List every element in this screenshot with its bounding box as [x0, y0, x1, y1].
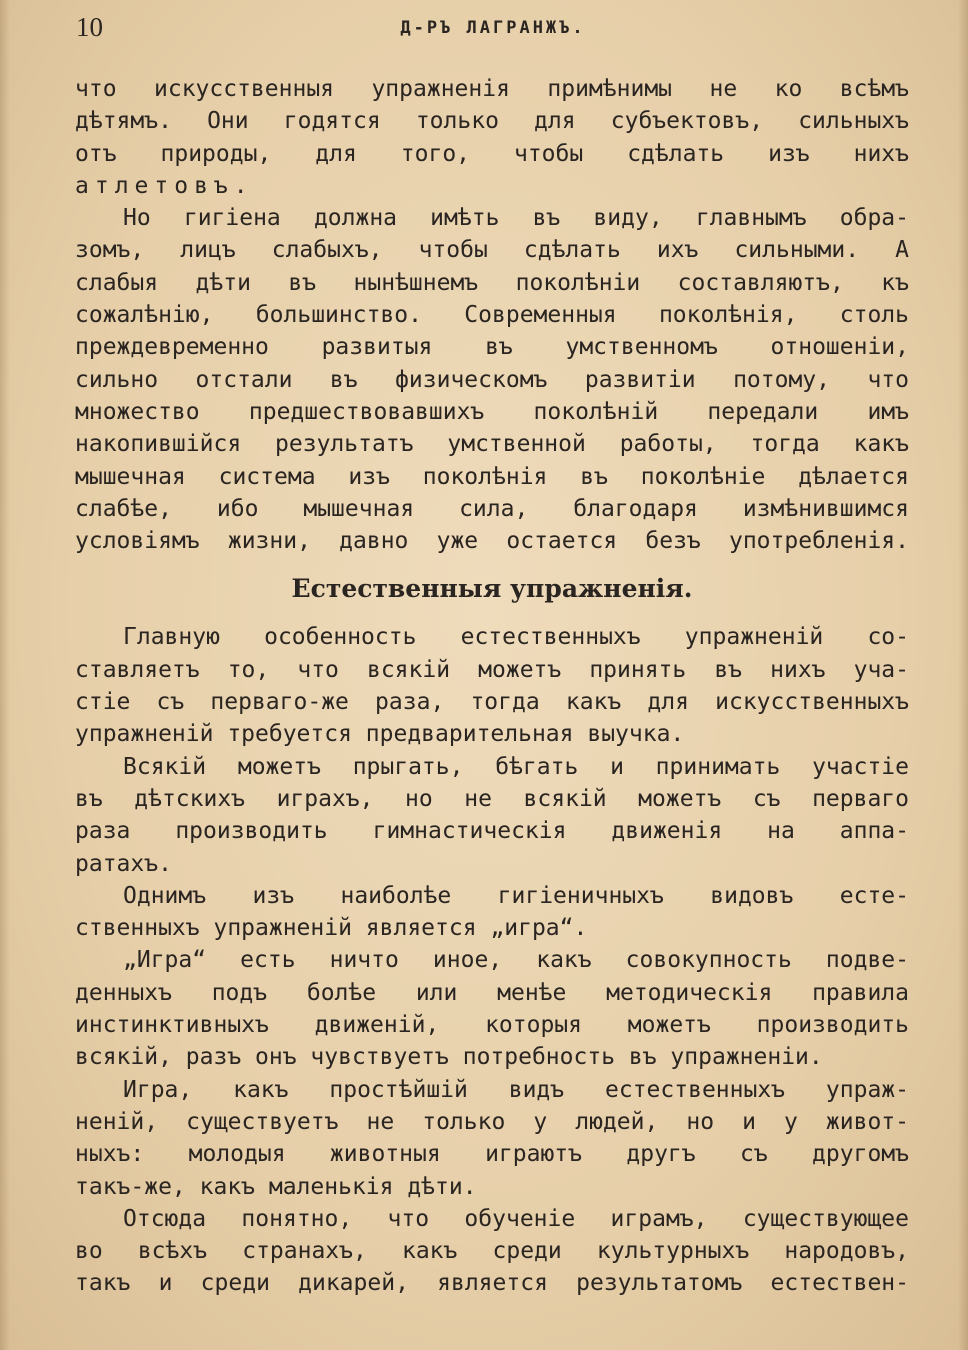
text-line: слабыя дѣти въ нынѣшнемъ поколѣніи составляютъ, къ [75, 269, 909, 296]
text-line: атлетовъ. [75, 172, 254, 199]
text-line: Главную особенность естественныхъ упражненій со- [123, 624, 909, 651]
text-line: инстинктивныхъ движеній, которыя можетъ производить [75, 1012, 909, 1039]
text-line: мышечная система изъ поколѣнія въ поколѣніе дѣлается [75, 463, 909, 490]
text-line: множество предшествовавшихъ поколѣній передали имъ [75, 398, 909, 425]
page-body [75, 73, 909, 1300]
paragraph-2 [75, 202, 909, 557]
text-line: сожалѣнію, большинство. Современныя поколѣнія, столь [75, 302, 909, 329]
text-line: слабѣе, ибо мышечная сила, благодаря измѣнившимся [75, 495, 909, 522]
paragraph-1 [75, 73, 909, 202]
text-line: неній, существуетъ не только у людей, но и у живот- [75, 1108, 909, 1135]
text-line: ныхъ: молодыя животныя играютъ другъ съ другомъ [75, 1141, 909, 1168]
paragraph-6 [75, 944, 909, 1073]
paragraph-7 [75, 1074, 909, 1203]
paragraph-5 [75, 880, 909, 945]
text-line: такъ и среди дикарей, является результатомъ естествен- [75, 1270, 909, 1297]
text-line: зомъ, лицъ слабыхъ, чтобы сдѣлать ихъ сильными. А [75, 237, 909, 264]
page-number: 10 [76, 12, 103, 42]
paragraph-4 [75, 751, 909, 880]
text-line: упражненій требуется предварительная выучка. [75, 721, 685, 748]
text-line: Игра, какъ простѣйшій видъ естественныхъ упраж- [123, 1076, 909, 1103]
text-line: Но гигіена должна имѣть въ виду, главнымъ обра- [123, 205, 909, 232]
section-heading: Естественныя упражненія. [291, 574, 693, 604]
text-line: Отсюда понятно, что обученіе играмъ, существующее [123, 1205, 909, 1232]
text-line: преждевременно развитыя въ умственномъ отношеніи, [75, 334, 909, 361]
paragraph-3 [75, 621, 909, 750]
page-edge-left [0, 0, 10, 1350]
page-edge-right [958, 0, 968, 1350]
paragraph-8 [75, 1203, 909, 1300]
text-line: что искусственныя упражненія примѣнимы не ко всѣмъ [75, 76, 909, 102]
text-line: дѣтямъ. Они годятся только для субъектовъ, сильныхъ [75, 108, 909, 135]
text-line: денныхъ подъ болѣе или менѣе методическія правила [75, 979, 909, 1006]
text-line: ратахъ. [75, 850, 172, 877]
text-line: накопившійся результатъ умственной работы, тогда какъ [75, 431, 909, 458]
text-line: во всѣхъ странахъ, какъ среди культурныхъ народовъ, [75, 1238, 909, 1265]
text-line: Однимъ изъ наиболѣе гигіеничныхъ видовъ есте- [123, 882, 909, 909]
text-line: сильно отстали въ физическомъ развитіи потому, что [75, 366, 909, 393]
text-line: стіе съ перваго-же раза, тогда какъ для искусственныхъ [75, 689, 909, 716]
text-line: такъ-же, какъ маленькія дѣти. [75, 1173, 477, 1200]
text-line: ставляетъ то, что всякій можетъ принять въ нихъ уча- [75, 656, 909, 683]
text-line: раза производить гимнастическія движенія на аппа- [75, 818, 909, 845]
text-line: отъ природы, для того, чтобы сдѣлать изъ нихъ [75, 140, 909, 167]
text-line: въ дѣтскихъ играхъ, но не всякій можетъ съ перваго [75, 785, 909, 812]
text-line: ственныхъ упражненій является „игра“. [75, 915, 588, 942]
text-line: условіямъ жизни, давно уже остается безъ употребленія. [75, 528, 909, 555]
running-title: Д-РЪ ЛАГРАНЖЪ. [400, 18, 586, 38]
text-line: „Игра“ есть ничто иное, какъ совокупность подве- [123, 947, 909, 974]
text-line: всякій, разъ онъ чувствуетъ потребность въ упражненіи. [75, 1044, 823, 1071]
page-header [76, 12, 910, 42]
text-line: Всякій можетъ прыгать, бѣгать и принимать участіе [123, 753, 909, 780]
